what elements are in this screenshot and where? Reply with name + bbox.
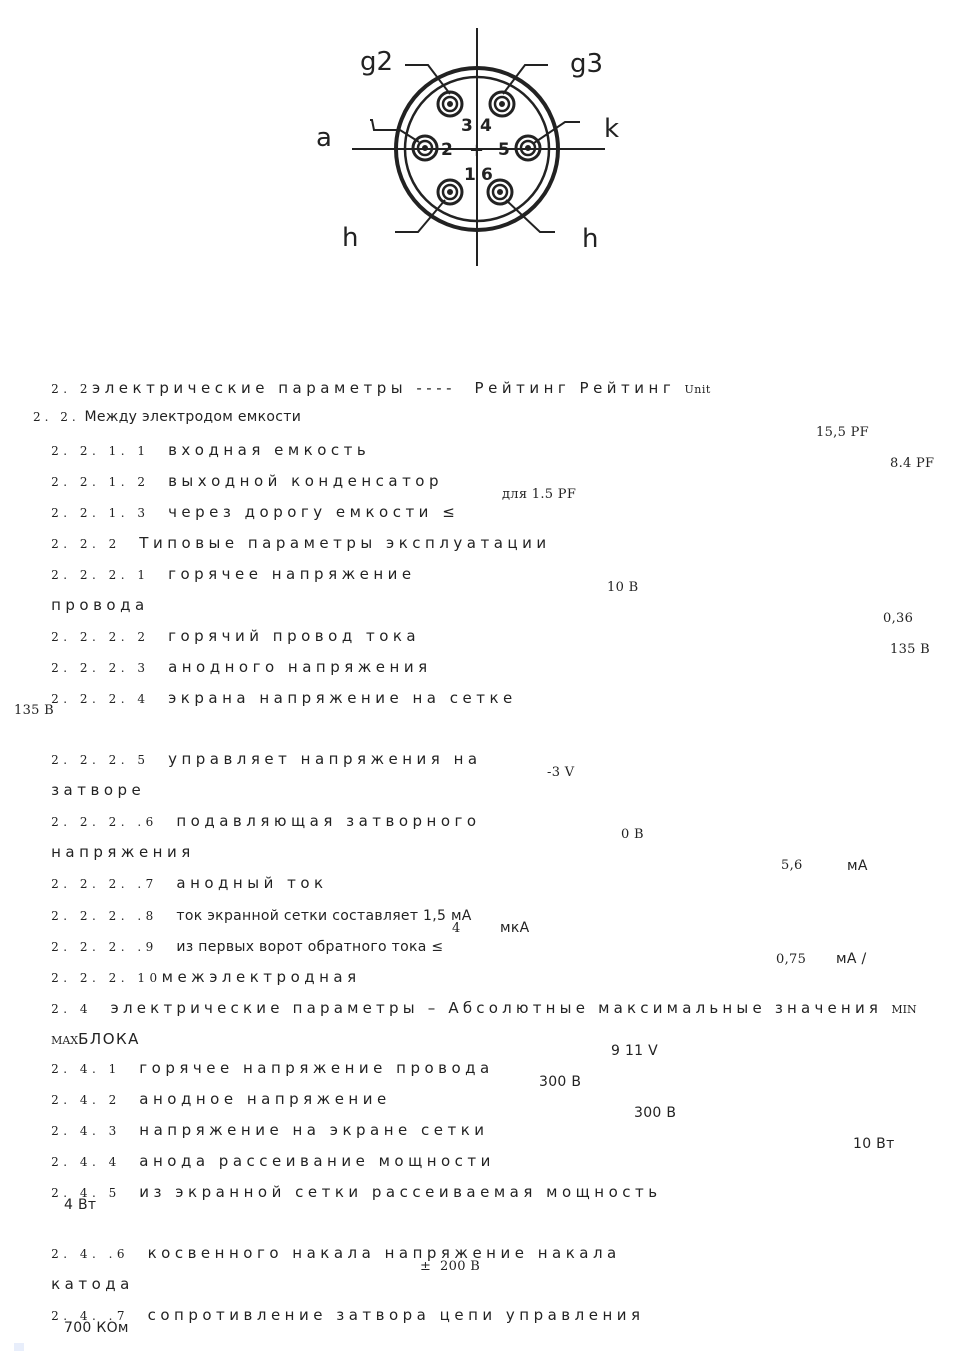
center-mark: +: [469, 140, 485, 161]
item-text: сопротивление затвора цепи управления: [147, 1306, 645, 1324]
unit-transconductance: мА /: [836, 951, 867, 967]
item-text: горячий провод тока: [168, 627, 421, 645]
pin-4: [490, 92, 514, 116]
leader-h-right: [506, 200, 555, 232]
item-text: катода: [51, 1275, 134, 1293]
item-text: анода рассеивание мощности: [139, 1152, 495, 1170]
item-text: БЛОКА: [78, 1030, 140, 1048]
item-number: 2. 2. 2: [51, 537, 121, 551]
item-text: провода: [51, 596, 149, 614]
value-max-heater-cathode-voltage: ± 200 В: [420, 1259, 481, 1274]
label-a: a: [316, 123, 332, 153]
pin-number-2: 2: [441, 140, 453, 160]
item-number: 2. 2. 2. 1: [51, 568, 150, 582]
value-max-anode-voltage: 300 В: [539, 1074, 582, 1090]
pin-number-4: 4: [480, 116, 492, 136]
item-text: через дорогу емкости ≤: [168, 503, 460, 521]
value-anode-voltage: 135 В: [890, 642, 930, 657]
item-number: 2. 2: [51, 382, 92, 396]
item-number: 2. 2. 2. 2: [51, 630, 150, 644]
label-h-left: h: [342, 223, 359, 253]
item-text: Между электродом емкости: [84, 409, 302, 425]
item-text: горячее напряжение: [168, 565, 416, 583]
item-text: электрические параметры ---- Рейтинг Рейтинг: [91, 379, 676, 397]
item-text: затворе: [51, 781, 146, 799]
value-suppressor-voltage: 0 В: [621, 827, 644, 842]
item-number: 2. 2. 2. 4: [51, 692, 150, 706]
item-text: анодный ток: [176, 874, 328, 892]
item-text: горячее напряжение провода: [139, 1059, 494, 1077]
item-text: подавляющая затворного: [176, 812, 481, 830]
value-screen-voltage: 135 В: [14, 703, 54, 718]
label-g2: g2: [360, 47, 394, 77]
value-input-capacitance: 15,5 PF: [816, 425, 869, 440]
pin-1: [438, 180, 462, 204]
leader-g3: [503, 65, 548, 94]
value-transconductance: 0,75: [776, 952, 807, 967]
item-number: 2. 2. 2. .9: [51, 940, 158, 954]
item-number: 2. 2. 1. 2: [51, 475, 150, 489]
item-text: из первых ворот обратного тока ≤: [176, 939, 444, 955]
pin-number-3: 3: [461, 116, 473, 136]
item-number: 2. 2. 2. .6: [51, 815, 158, 829]
item-prefix: MAX: [51, 1034, 79, 1047]
label-h-right: h: [582, 224, 599, 254]
value-anode-current: 5,6: [781, 858, 803, 873]
value-transfer-capacitance: для 1.5 PF: [502, 487, 577, 502]
value-heater-voltage: 10 В: [607, 580, 639, 595]
line-max-screen-dissipation: [14, 1165, 662, 1219]
item-number: 2. 4. .7: [51, 1309, 130, 1323]
item-number: 2. 2. 1. 1: [51, 444, 150, 458]
value-grid-reverse-current: 4: [452, 921, 461, 936]
item-number: 2. 4. 5: [51, 1186, 121, 1200]
item-number: 2. 2.: [33, 410, 80, 424]
value-max-anode-dissipation: 10 Вт: [853, 1136, 895, 1152]
item-text: из экранной сетки рассеиваемая мощность: [139, 1183, 662, 1201]
section-heading-2-4: [14, 981, 917, 1035]
item-number: 2. 2. 2. .7: [51, 877, 158, 891]
value-max-heater-voltage: 9 11 V: [611, 1043, 658, 1059]
pin-number-6: 6: [481, 165, 493, 185]
item-text: напряжение на экране сетки: [139, 1121, 489, 1139]
item-text: анодного напряжения: [168, 658, 432, 676]
unit-grid-reverse-current: мкА: [500, 920, 530, 936]
item-suffix: Unit: [684, 383, 711, 396]
item-number: 2. 2. 2. 5: [51, 753, 150, 767]
item-suffix: MIN: [891, 1003, 917, 1016]
item-text: ток экранной сетки составляет 1,5 мА: [176, 908, 472, 924]
leader-a: [370, 120, 419, 142]
item-text: межэлектродная: [161, 968, 361, 986]
pin-number-5: 5: [498, 140, 510, 160]
value-max-screen-dissipation: 4 Вт: [64, 1197, 97, 1213]
item-number: 2. 2. 1. 3: [51, 506, 150, 520]
item-text: косвенного накала напряжение накала: [147, 1244, 621, 1262]
item-text: напряжения: [51, 843, 195, 861]
item-number: 2. 4. 1: [51, 1062, 121, 1076]
item-number: 2. 4: [51, 1002, 92, 1016]
line-screen-voltage: [14, 671, 517, 725]
leader-g2: [405, 65, 450, 94]
item-text: экрана напряжение на сетке: [168, 689, 517, 707]
value-output-capacitance: 8.4 PF: [890, 456, 935, 471]
corner-artifact: [14, 1343, 24, 1351]
item-number: 2. 4. 2: [51, 1093, 121, 1107]
item-text: электрические параметры – Абсолютные максимальные значения: [110, 999, 883, 1017]
item-text: выходной конденсатор: [168, 472, 443, 490]
item-text: Типовые параметры эксплуатации: [139, 534, 551, 552]
item-text: анодное напряжение: [139, 1090, 391, 1108]
label-g3: g3: [570, 49, 604, 79]
tube-pin-diagram: [300, 20, 720, 270]
item-text: входная емкость: [168, 441, 371, 459]
value-max-grid-resistance: 700 КОм: [64, 1320, 129, 1336]
label-k: k: [604, 114, 620, 144]
value-max-screen-voltage: 300 В: [634, 1105, 677, 1121]
pin-3: [438, 92, 462, 116]
item-number: 2. 4. .6: [51, 1247, 130, 1261]
pin-number-1: 1: [464, 165, 476, 185]
item-text: управляет напряжения на: [168, 750, 482, 768]
item-number: 2. 2. 2. 3: [51, 661, 150, 675]
item-number: 2. 2. 2. 10: [51, 971, 162, 985]
value-grid-voltage: -3 V: [547, 765, 575, 780]
value-heater-current: 0,36: [883, 611, 914, 626]
item-number: 2. 2. 2. .8: [51, 909, 158, 923]
unit-anode-current: мА: [847, 858, 868, 874]
item-number: 2. 4. 4: [51, 1155, 121, 1169]
item-number: 2. 4. 3: [51, 1124, 121, 1138]
